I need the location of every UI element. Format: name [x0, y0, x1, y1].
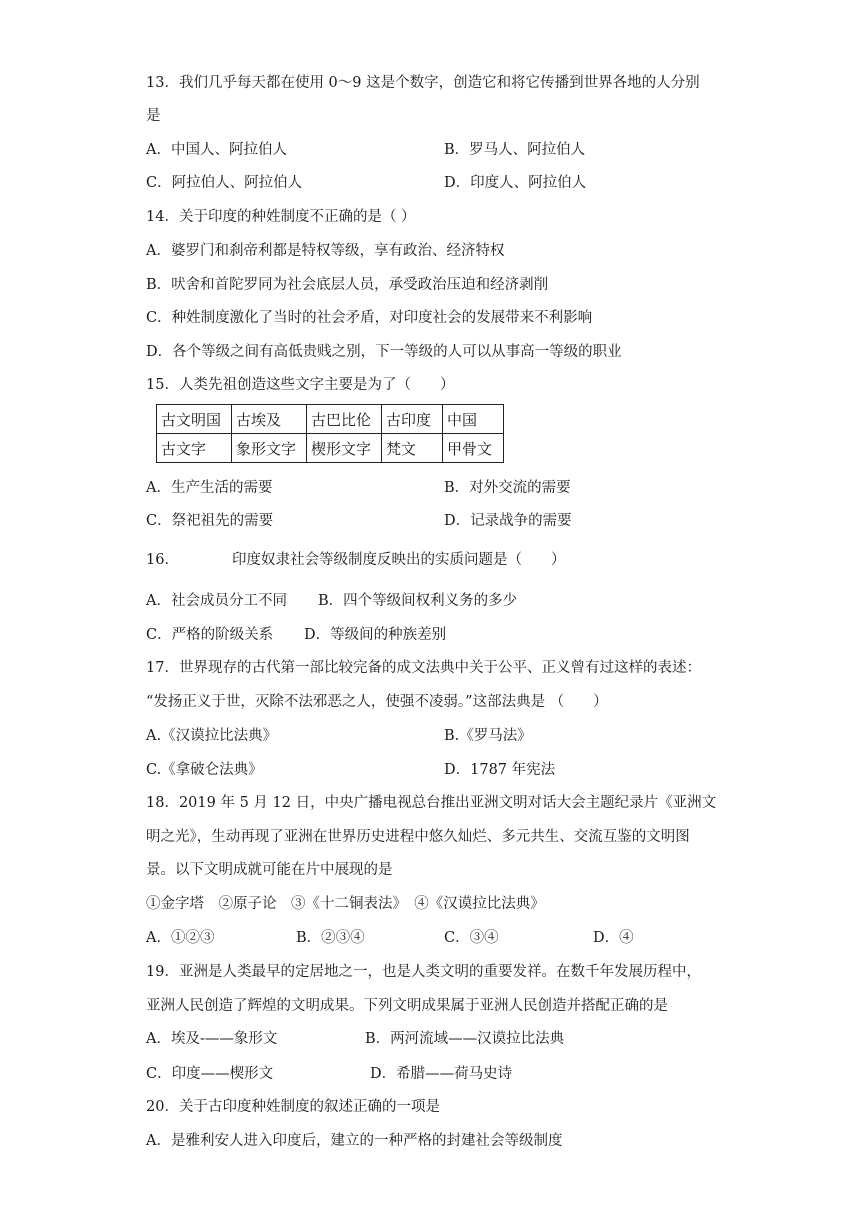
- q15-option-b: B．对外交流的需要: [444, 480, 571, 496]
- q14-option-a: A．婆罗门和刹帝利都是特权等级，享有政治、经济特权: [146, 243, 505, 259]
- q16-stem: 印度奴隶社会等级制度反映出的实质问题是（ ）: [232, 552, 566, 568]
- q17-option-c: C.《拿破仑法典》: [146, 762, 263, 778]
- q13-stem-line2: 是: [146, 108, 161, 124]
- q15-option-a: A．生产生活的需要: [146, 480, 273, 496]
- q15-stem: 15．人类先祖创造这些文字主要是为了（ ）: [146, 377, 455, 393]
- q16-option-b: B．四个等级间权利义务的多少: [318, 593, 518, 609]
- q13-stem-line1: 13．我们几乎每天都在使用 0～9 这是个数字，创造它和将它传播到世界各地的人分别: [146, 75, 700, 91]
- table-cell: 古巴比伦: [307, 405, 382, 434]
- table-cell: 中国: [443, 405, 504, 434]
- q18-option-c: C．③④: [444, 930, 499, 946]
- table-cell: 古文明国: [157, 405, 232, 434]
- table-cell: 古文字: [157, 434, 232, 463]
- q18-option-b: B．②③④: [296, 930, 365, 946]
- q19-stem-line2: 亚洲人民创造了辉煌的文明成果。下列文明成果属于亚洲人民创造并搭配正确的是: [146, 998, 668, 1014]
- table-cell: 甲骨文: [443, 434, 504, 463]
- q14-stem: 14．关于印度的种姓制度不正确的是（ ）: [146, 209, 416, 225]
- q16-option-d: D．等级间的种族差别: [304, 627, 447, 643]
- q18-option-d: D．④: [593, 930, 634, 946]
- table-cell: 古埃及: [232, 405, 307, 434]
- q19-option-d: D．希腊——荷马史诗: [370, 1066, 513, 1082]
- q16-option-a: A．社会成员分工不同: [146, 593, 287, 609]
- q18-stem-line1: 18．2019 年 5 月 12 日，中央广播电视总台推出亚洲文明对话大会主题纪录片《亚洲文: [146, 795, 717, 811]
- q13-option-a: A．中国人、阿拉伯人: [146, 142, 287, 158]
- ancient-scripts-table: [156, 404, 504, 463]
- q19-option-a: A．埃及-——象形文: [146, 1031, 278, 1047]
- table-row-civilizations: [157, 405, 504, 434]
- q14-option-d: D．各个等级之间有高低贵贱之别，下一等级的人可以从事高一等级的职业: [146, 344, 622, 360]
- q17-option-b: B.《罗马法》: [444, 728, 532, 744]
- q15-option-c: C．祭祀祖先的需要: [146, 513, 274, 529]
- q19-stem-line1: 19．亚洲是人类最早的定居地之一，也是人类文明的重要发祥。在数千年发展历程中，: [146, 964, 701, 980]
- q18-stem-line2: 明之光》，生动再现了亚洲在世界历史进程中悠久灿烂、多元共生、交流互鉴的文明图: [146, 829, 690, 845]
- q18-items: ①金字塔 ②原子论 ③《十二铜表法》 ④《汉谟拉比法典》: [146, 896, 545, 912]
- q16-option-c: C．严格的阶级关系: [146, 627, 274, 643]
- q19-option-b: B．两河流域——汉谟拉比法典: [365, 1031, 565, 1047]
- table-cell: 楔形文字: [307, 434, 382, 463]
- q17-stem-line1: 17．世界现存的古代第一部比较完备的成文法典中关于公平、正义曾有过这样的表述：: [146, 660, 701, 676]
- table-row-scripts: [157, 434, 504, 463]
- q14-option-b: B．吠舍和首陀罗同为社会底层人员，承受政治压迫和经济剥削: [146, 277, 549, 293]
- q19-option-c: C．印度——楔形文: [146, 1066, 274, 1082]
- q18-option-a: A．①②③: [146, 930, 215, 946]
- table-cell: 象形文字: [232, 434, 307, 463]
- table-cell: 古印度: [382, 405, 443, 434]
- q17-option-a: A.《汉谟拉比法典》: [146, 728, 278, 744]
- q17-stem-line2: “发扬正义于世，灭除不法邪恶之人，使强不凌弱。”这部法典是 （ ）: [146, 694, 608, 710]
- q18-stem-line3: 景。以下文明成就可能在片中展现的是: [146, 862, 393, 878]
- q20-stem: 20．关于古印度种姓制度的叙述正确的一项是: [146, 1099, 440, 1115]
- q15-option-d: D．记录战争的需要: [444, 513, 572, 529]
- q13-option-c: C．阿拉伯人、阿拉伯人: [146, 175, 303, 191]
- q17-option-d: D．1787 年宪法: [444, 762, 556, 778]
- q13-option-b: B．罗马人、阿拉伯人: [444, 142, 586, 158]
- q13-option-d: D．印度人、阿拉伯人: [444, 175, 587, 191]
- q14-option-c: C．种姓制度激化了当时的社会矛盾，对印度社会的发展带来不利影响: [146, 310, 593, 326]
- table-cell: 梵文: [382, 434, 443, 463]
- q20-option-a: A．是雅利安人进入印度后，建立的一种严格的封建社会等级制度: [146, 1133, 563, 1149]
- q16-number: 16．: [146, 552, 179, 568]
